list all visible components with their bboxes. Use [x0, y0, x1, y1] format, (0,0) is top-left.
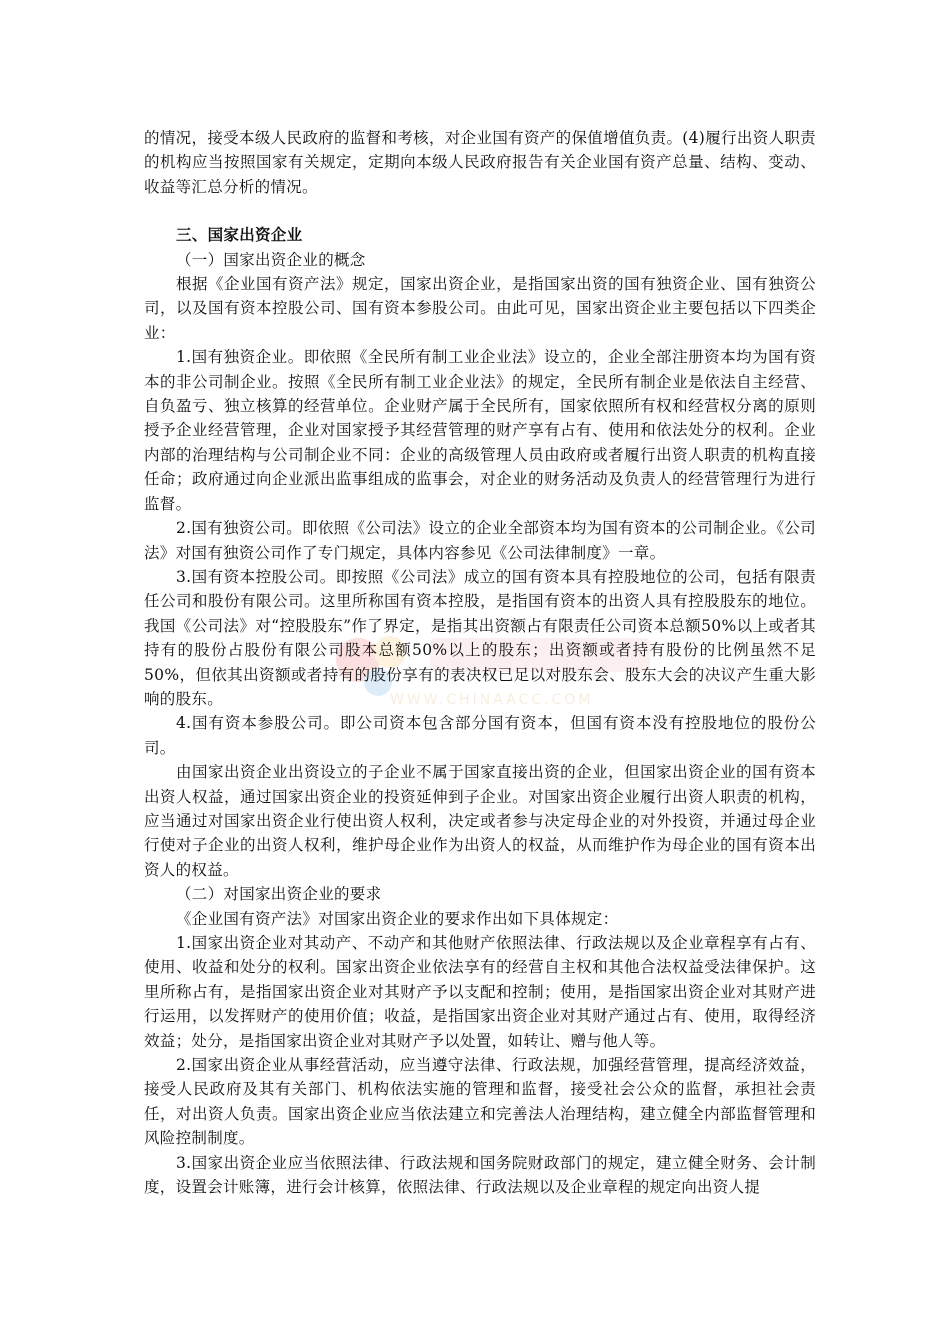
- concept-paragraph: 根据《企业国有资产法》规定，国家出资企业，是指国家出资的国有独资企业、国有独资公司，以及国有资本控股公司、国有资本参股公司。由此可见，国家出资企业主要包括以下四类企业：: [144, 275, 816, 342]
- list-item-state-participating-company: 4.国有资本参股公司。即公司资本包含部分国有资本，但国有资本没有控股地位的股份公司。: [144, 714, 816, 757]
- list-item-wholly-state-owned-company: 2.国有独资公司。即依照《公司法》设立的企业全部资本均为国有资本的公司制企业。《公司法》对国有独资公司作了专门规定，具体内容参见《公司法律制度》一章。: [144, 519, 816, 562]
- subsection-heading-concept: （一）国家出资企业的概念: [176, 250, 366, 269]
- requirement-item-business-operations: 2.国家出资企业从事经营活动，应当遵守法律、行政法规，加强经营管理，提高经济效益，接受人民政府及其有关部门、机构依法实施的管理和监督，接受社会公众的监督，承担社会责任，对出资人负责。国家出资企业应当依法建立和完善法人治理结构，建立健全内部监督管理和风险控制制度。: [144, 1056, 816, 1148]
- intro-paragraph: 的情况，接受本级人民政府的监督和考核，对企业国有资产的保值增值负责。(4)履行出资人职责的机构应当按照国家有关规定，定期向本级人民政府报告有关企业国有资产总量、结构、变动、收益等汇总分析的情况。: [144, 129, 816, 196]
- document-body: [144, 126, 816, 1199]
- watermark-text: WWW.CHINAACC.COM: [390, 692, 594, 708]
- list-item-wholly-state-owned-enterprise: 1.国有独资企业。即依照《全民所有制工业企业法》设立的，企业全部注册资本均为国有资本的非公司制企业。按照《全民所有制工业企业法》的规定，全民所有制企业是依法自主经营、自负盈亏、独立核算的经营单位。企业财产属于全民所有，国家依照所有权和经营权分离的原则授予企业经营管理，企业对国家授予其经营管理的财产享有占有、使用和依法处分的权利。企业内部的治理结构与公司制企业不同：企业的高级管理人员由政府或者履行出资人职责的机构直接任命；政府通过向企业派出监事组成的监事会，对企业的财务活动及负责人的经营管理行为进行监督。: [144, 348, 816, 513]
- subsection-heading-requirements: （二）对国家出资企业的要求: [176, 885, 382, 904]
- paragraph-gap: [144, 199, 816, 223]
- section-heading: 三、国家出资企业: [176, 226, 303, 245]
- requirement-item-property-rights: 1.国家出资企业对其动产、不动产和其他财产依照法律、行政法规以及企业章程享有占有、使用、收益和处分的权利。国家出资企业依法享有的经营自主权和其他合法权益受法律保护。这里所称占有，是指国家出资企业对其财产予以支配和控制；使用，是指国家出资企业对其财产进行运用，以发挥财产的使用价值；收益，是指国家出资企业对其财产通过占有、使用，取得经济效益；处分，是指国家出资企业对其财产予以处置，如转让、赠与他人等。: [144, 934, 816, 1050]
- requirement-item-accounting-system: 3.国家出资企业应当依照法律、行政法规和国务院财政部门的规定，建立健全财务、会计制度，设置会计账簿，进行会计核算，依照法律、行政法规以及企业章程的规定向出资人提: [144, 1153, 816, 1197]
- list-item-state-controlled-company: 3.国有资本控股公司。即按照《公司法》成立的国有资本具有控股地位的公司，包括有限责任公司和股份有限公司。这里所称国有资本控股，是指国有资本的出资人具有控股股东的地位。我国《公司法》对“控股股东”作了界定，是指其出资额占有限责任公司资本总额50%以上或者其持有的股份占股份有限公司股本总额50%以上的股东；出资额或者持有股份的比例虽然不足50%，但依其出资额或者持有的股份享有的表决权已足以对股东会、股东大会的决议产生重大影响的股东。: [144, 567, 816, 708]
- requirements-intro-paragraph: 《企业国有资产法》对国家出资企业的要求作出如下具体规定：: [176, 909, 619, 928]
- subsidiary-paragraph: 由国家出资企业出资设立的子企业不属于国家直接出资的企业，但国家出资企业的国有资本出资人权益，通过国家出资企业的投资延伸到子企业。对国家出资企业履行出资人职责的机构，应当通过对国家出资企业行使出资人权利，决定或者参与决定母企业的对外投资，并通过母企业行使对子企业的出资人权利，维护母企业作为出资人的权益，从而维护作为母企业的国有资本出资人的权益。: [144, 763, 816, 879]
